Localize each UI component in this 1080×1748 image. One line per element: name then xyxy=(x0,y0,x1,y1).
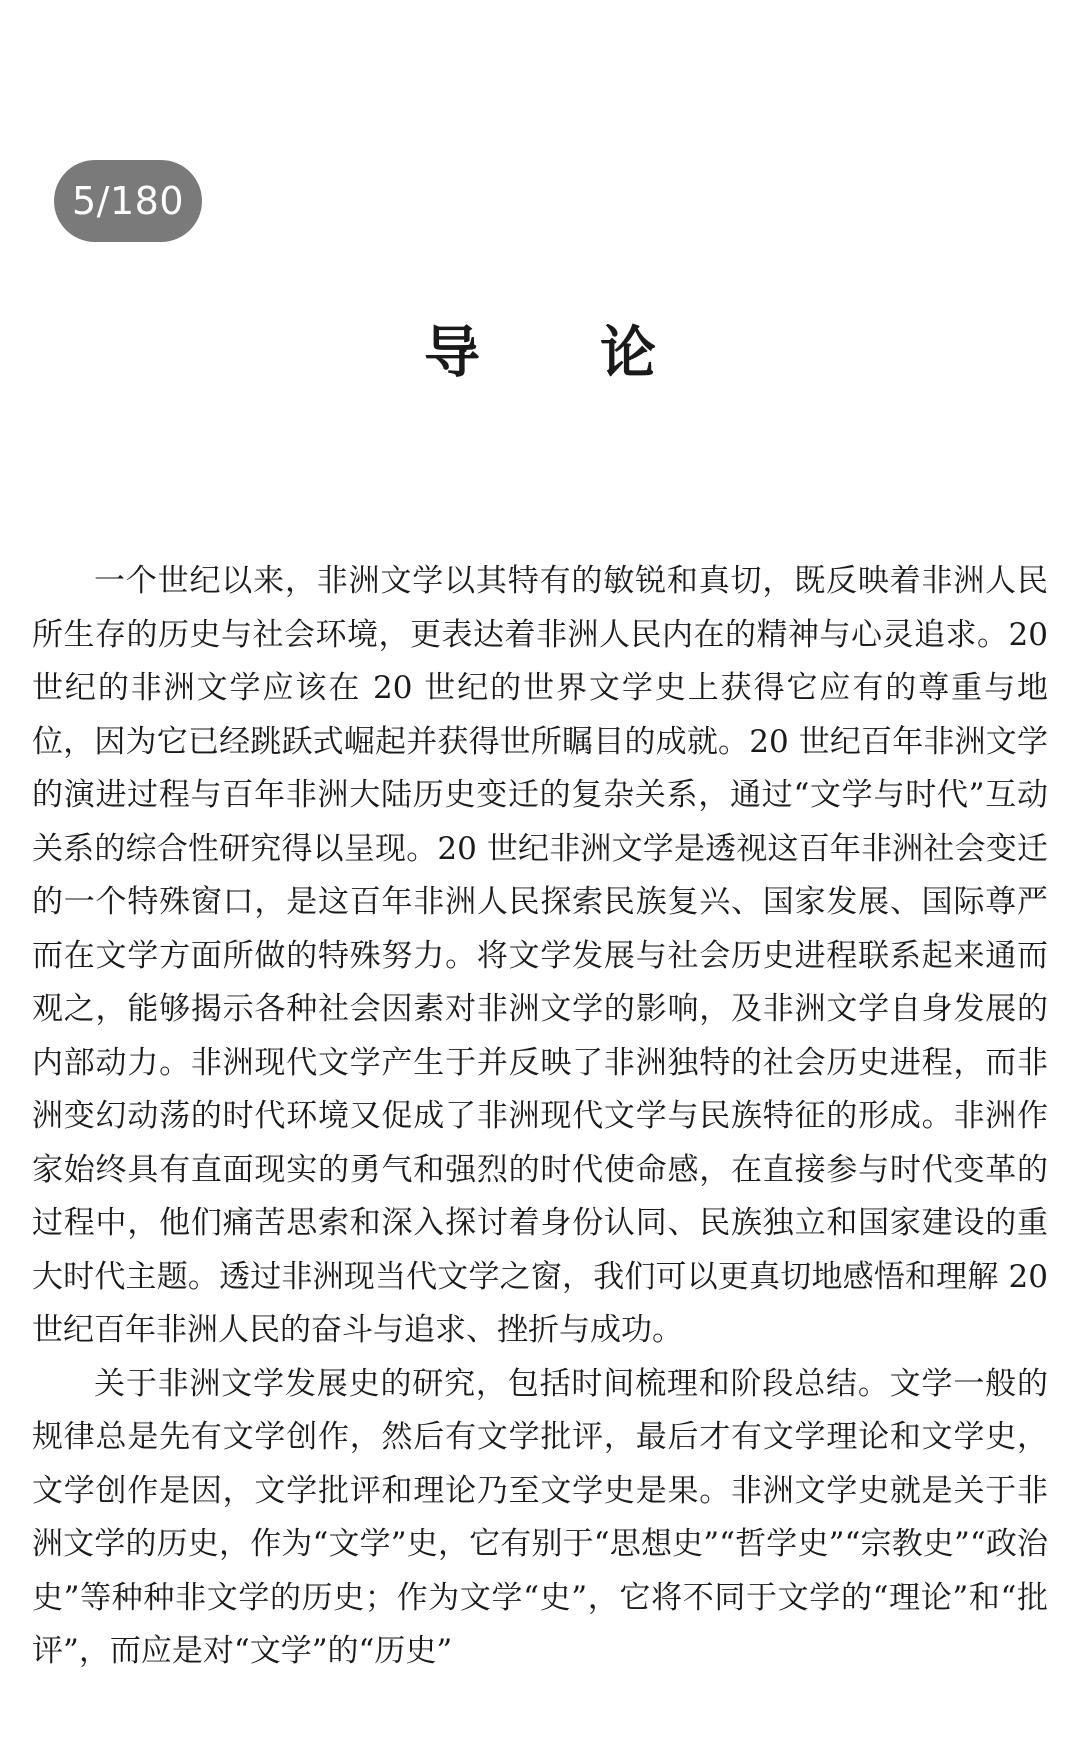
chapter-title-char-2: 论 xyxy=(600,321,656,386)
page-indicator-badge: 5/180 xyxy=(54,160,202,242)
paragraph-1: 一个世纪以来，非洲文学以其特有的敏锐和真切，既反映着非洲人民所生存的历史与社会环境，更表达着非洲人民内在的精神与心灵追求。20 世纪的非洲文学应该在 20 世纪的世界文学史上获得它应有的尊重与地位，因为它已经跳跃式崛起并获得世所瞩目的成就。20 世纪百年非洲文学的演进过程与百年非洲大陆历史变迁的复杂关系，通过“文学与时代”互动关系的综合性研究得以呈现。20 世纪非洲文学是透视这百年非洲社会变迁的一个特殊窗口，是这百年非洲人民探索民族复兴、国家发展、国际尊严而在文学方面所做的特殊努力。将文学发展与社会历史进程联系起来通而观之，能够揭示各种社会因素对非洲文学的影响，及非洲文学自身发展的内部动力。非洲现代文学产生于并反映了非洲独特的社会历史进程，而非洲变幻动荡的时代环境又促成了非洲现代文学与民族特征的形成。非洲作家始终具有直面现实的勇气和强烈的时代使命感，在直接参与时代变革的过程中，他们痛苦思索和深入探讨着身份认同、民族独立和国家建设的重大时代主题。透过非洲现当代文学之窗，我们可以更真切地感悟和理解 20 世纪百年非洲人民的奋斗与追求、挫折与成功。 xyxy=(32,563,1048,1348)
body-text xyxy=(32,555,1048,1748)
chapter-title-char-1: 导 xyxy=(424,321,480,386)
paragraph-2: 关于非洲文学发展史的研究，包括时间梳理和阶段总结。文学一般的规律总是先有文学创作，然后有文学批评，最后才有文学理论和文学史，文学创作是因，文学批评和理论乃至文学史是果。非洲文学史就是关于非洲文学的历史，作为“文学”史，它有别于“思想史”“哲学史”“宗教史”“政治史”等种种非文学的历史；作为文学“史”，它将不同于文学的“理论”和“批评”，而应是对“文学”的“历史” xyxy=(32,1365,1048,1669)
chapter-title xyxy=(0,316,1080,392)
